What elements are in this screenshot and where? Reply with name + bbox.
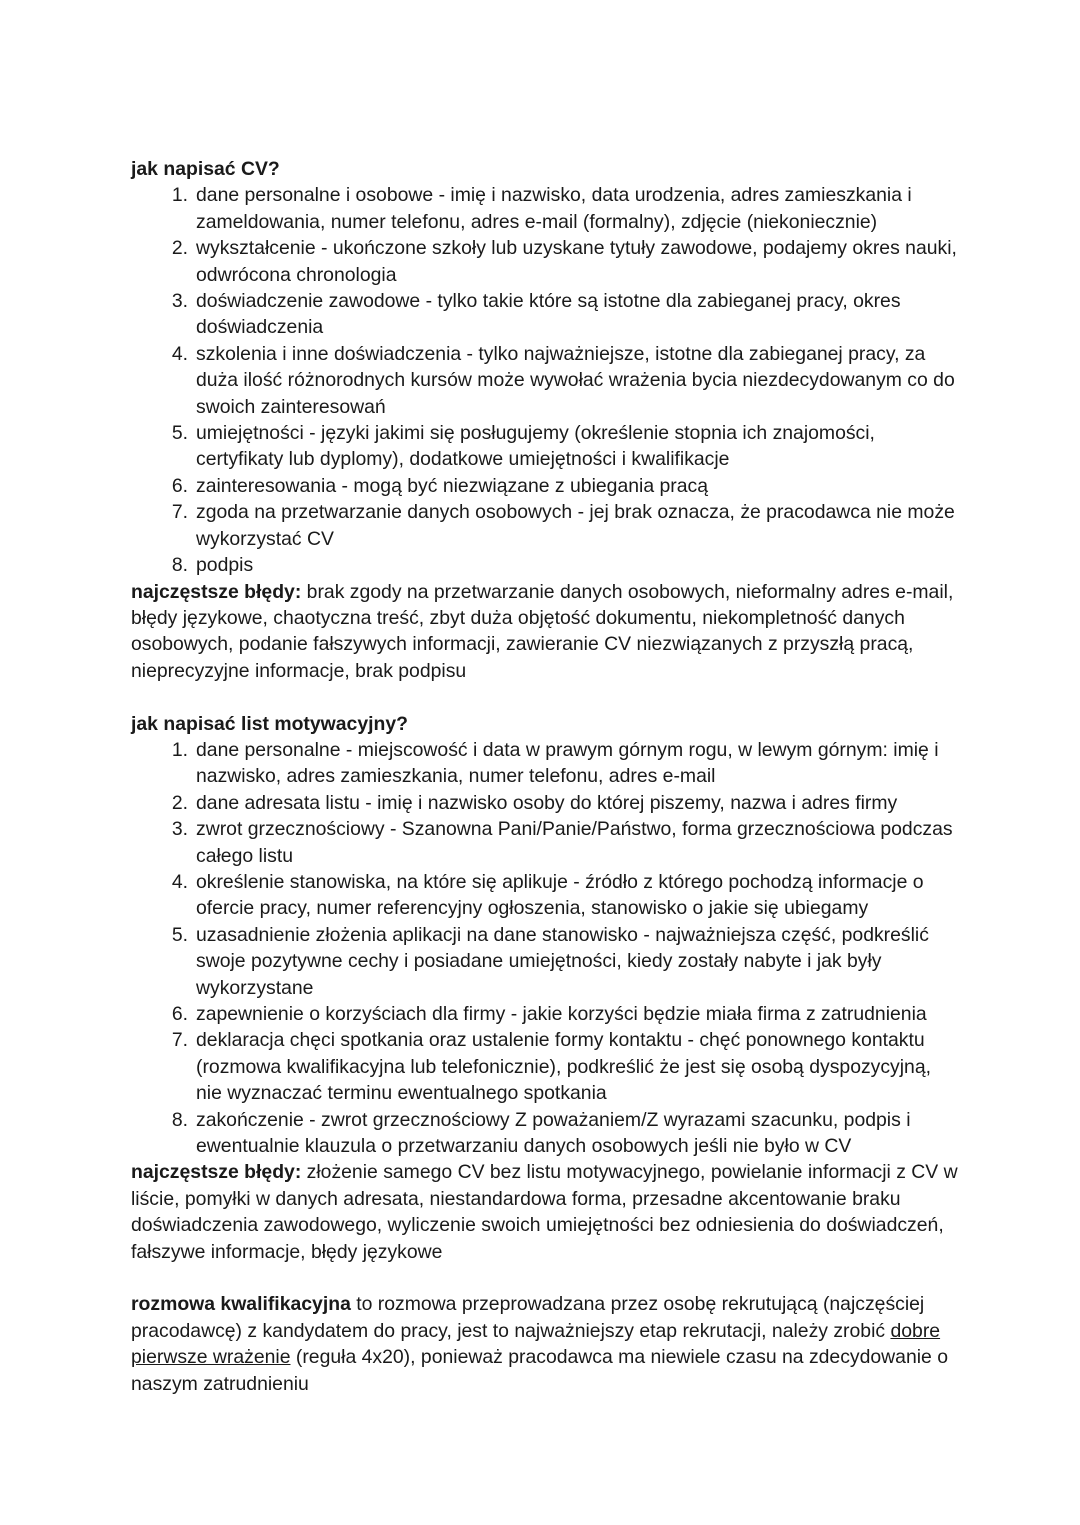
list-number: 8. — [171, 554, 188, 577]
list-number: 1. — [171, 738, 188, 761]
list-text: określenie stanowiska, na które się aplikuje - źródło z którego pochodzą informacje o ofercie pracy, numer referencyjny ogłoszenia, stanowisko o jakie się ubiegamy — [196, 870, 924, 920]
list-item — [131, 922, 961, 1001]
list-number: 1. — [171, 184, 188, 207]
list-item — [131, 499, 961, 552]
interview-underlined-phrase: dobre pierwsze wrażenie — [131, 1319, 941, 1369]
list-item — [131, 737, 961, 790]
list-number: 2. — [171, 791, 188, 814]
cv-list — [131, 182, 961, 578]
list-number: 6. — [171, 474, 188, 497]
list-item — [131, 552, 961, 578]
list-text: umiejętności - języki jakimi się posługujemy (określenie stopnia ich znajomości, certyfikaty lub dyplomy), dodatkowe umiejętności i kwalifikacje — [196, 422, 875, 471]
list-item — [131, 869, 961, 922]
list-text: zakończenie - zwrot grzecznościowy Z poważaniem/Z wyrazami szacunku, podpis i ewentualnie klauzula o przetwarzaniu danych osobowych jeśli nie było w CV — [196, 1108, 911, 1158]
list-text: doświadczenie zawodowe - tylko takie które są istotne dla zabieganej pracy, okres doświadczenia — [196, 290, 901, 339]
letter-errors-text: złożenie samego CV bez listu motywacyjnego, powielanie informacji z CV w liście, pomyłki w danych adresata, niestandardowa forma, przesadne akcentowanie braku doświadczenia zawodowego, wyliczenie swoich umiejętności bez odniesienia do doświadczeń, fałszywe informacje, błędy językowe — [131, 1161, 958, 1263]
list-number: 3. — [171, 818, 188, 841]
letter-errors-paragraph — [131, 1159, 961, 1265]
cv-section — [131, 156, 961, 684]
interview-paragraph — [131, 1291, 961, 1397]
list-item — [131, 1001, 961, 1027]
letter-section — [131, 711, 961, 1266]
cv-errors-text: brak zgody na przetwarzanie danych osobowych, nieformalny adres e-mail, błędy językowe, chaotyczna treść, zbyt duża objętość dokumentu, niekompletność danych osobowych, podanie fałszywych informacji, zawieranie CV niezwiązanych z przyszłą pracą, nieprecyzyjne informacje, brak podpisu — [131, 580, 954, 682]
list-item — [131, 235, 961, 288]
list-text: deklaracja chęci spotkania oraz ustalenie formy kontaktu - chęć ponownego kontaktu (rozmowa kwalifikacyjna lub telefonicznie), podkreślić że jest się osobą dyspozycyjną, nie wyznaczać terminu ewentualnego spotkania — [196, 1029, 932, 1105]
list-number: 7. — [171, 501, 188, 524]
list-text: dane personalne i osobowe - imię i nazwisko, data urodzenia, adres zamieszkania i zameldowania, numer telefonu, adres e-mail (formalny), zdjęcie (niekoniecznie) — [196, 184, 912, 233]
list-item — [131, 473, 961, 499]
list-number: 5. — [171, 422, 188, 445]
list-item — [131, 1107, 961, 1160]
cv-heading: jak napisać CV? — [131, 158, 280, 180]
document-page — [131, 156, 961, 1397]
list-item — [131, 182, 961, 235]
list-text: zwrot grzecznościowy - Szanowna Pani/Panie/Państwo, forma grzecznościowa podczas całego listu — [196, 818, 953, 867]
list-item — [131, 288, 961, 341]
list-text: zapewnienie o korzyściach dla firmy - jakie korzyści będzie miała firma z zatrudnienia — [196, 1002, 927, 1025]
list-text: szkolenia i inne doświadczenia - tylko najważniejsze, istotne dla zabieganej pracy, za duża ilość różnorodnych kursów może wywołać wrażenia bycia niezdecydowanym co do swoich zainteresowań — [196, 342, 955, 418]
list-item — [131, 1027, 961, 1106]
list-number: 7. — [171, 1029, 188, 1052]
cv-errors-label: najczęstsze błędy: — [131, 580, 302, 603]
list-number: 4. — [171, 342, 188, 365]
letter-list — [131, 737, 961, 1160]
list-number: 3. — [171, 290, 188, 313]
list-item — [131, 420, 961, 473]
list-text: dane personalne - miejscowość i data w prawym górnym rogu, w lewym górnym: imię i nazwisko, adres zamieszkania, numer telefonu, adres e-mail — [196, 738, 939, 788]
list-number: 5. — [171, 923, 188, 946]
letter-errors-label: najczęstsze błędy: — [131, 1161, 302, 1184]
list-text: zgoda na przetwarzanie danych osobowych - jej brak oznacza, że pracodawca nie może wykorzystać CV — [196, 501, 955, 550]
list-number: 2. — [171, 237, 188, 260]
list-text: uzasadnienie złożenia aplikacji na dane stanowisko - najważniejsza część, podkreślić swoje pozytywne cechy i posiadane umiejętności, kiedy zostały nabyte i jak były wykorzystane — [196, 923, 929, 999]
list-item — [131, 816, 961, 869]
list-number: 6. — [171, 1002, 188, 1025]
cv-errors-paragraph — [131, 579, 961, 685]
spacer — [131, 684, 961, 710]
list-item — [131, 341, 961, 420]
letter-heading: jak napisać list motywacyjny? — [131, 712, 408, 735]
list-number: 8. — [171, 1108, 188, 1131]
spacer — [131, 1265, 961, 1291]
list-number: 4. — [171, 870, 188, 893]
list-text: zainteresowania - mogą być niezwiązane z ubiegania pracą — [196, 474, 708, 497]
interview-text-before: to rozmowa przeprowadzana przez osobę rekrutującą (najczęściej pracodawcę) z kandydatem do pracy, jest to najważniejszy etap rekrutacji, należy zrobić — [131, 1293, 925, 1342]
list-text: dane adresata listu - imię i nazwisko osoby do której piszemy, nazwa i adres firmy — [196, 791, 898, 814]
list-text: podpis — [196, 554, 254, 577]
interview-text-after: (reguła 4x20), ponieważ pracodawca ma niewiele czasu na zdecydowanie o naszym zatrudnieniu — [131, 1346, 949, 1395]
list-item — [131, 790, 961, 816]
interview-term: rozmowa kwalifikacyjna — [131, 1293, 351, 1316]
list-text: wykształcenie - ukończone szkoły lub uzyskane tytuły zawodowe, podajemy okres nauki, odwrócona chronologia — [196, 237, 957, 286]
